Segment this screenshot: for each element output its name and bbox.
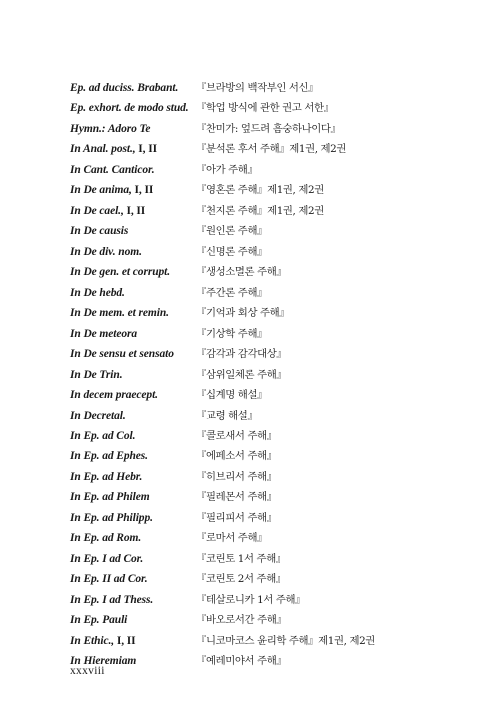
work-title: 『감각과 감각대상』 <box>196 348 287 361</box>
abbreviation <box>70 532 196 544</box>
abbreviation <box>70 225 196 237</box>
abbreviation-text: In Ep. ad Hebr. <box>70 470 143 483</box>
abbreviation <box>70 184 196 196</box>
abbreviation-text: In Ep. ad Rom. <box>70 532 142 545</box>
abbreviation-text: In De anima, <box>70 184 132 197</box>
abbreviation-entry <box>70 366 490 386</box>
work-title: 『히브리서 주해』 <box>196 470 277 483</box>
work-title: 『찬미가: 엎드려 흠숭하나이다』 <box>196 122 341 135</box>
abbreviation <box>70 450 196 462</box>
work-title: 『기상학 주해』 <box>196 327 268 340</box>
work-title: 『학업 방식에 관한 권고 서한』 <box>196 102 334 115</box>
abbreviation <box>70 348 196 360</box>
work-title: 『콜로새서 주해』 <box>196 429 277 442</box>
abbreviation-entry <box>70 304 490 324</box>
abbreviation-entry <box>70 529 490 549</box>
abbreviation-text: In De hebd. <box>70 286 125 299</box>
abbreviation-text: In De mem. et remin. <box>70 307 169 320</box>
abbreviation <box>70 123 196 135</box>
abbreviation-entry <box>70 161 490 181</box>
abbreviation <box>70 410 196 422</box>
abbreviation-volumes: I, II <box>114 634 136 647</box>
work-title: 『테살로니카 1서 주해』 <box>196 593 306 606</box>
abbreviation-text: In Decretal. <box>70 409 126 422</box>
abbreviation-text: In De cael., <box>70 204 124 217</box>
abbreviation-entry <box>70 632 490 652</box>
abbreviation-entry <box>70 120 490 140</box>
abbreviation-entry <box>70 222 490 242</box>
abbreviation-text: Hymn.: Adoro Te <box>70 122 151 135</box>
abbreviation-entry <box>70 509 490 529</box>
abbreviation-entry <box>70 325 490 345</box>
abbreviation <box>70 287 196 299</box>
abbreviation <box>70 512 196 524</box>
abbreviation <box>70 307 196 319</box>
abbreviation <box>70 266 196 278</box>
abbreviation-entry <box>70 386 490 406</box>
abbreviation-text: Ep. exhort. de modo stud. <box>70 102 189 115</box>
work-title: 『코린토 2서 주해』 <box>196 573 286 586</box>
abbreviation-volumes: I, II <box>123 204 146 217</box>
abbreviation-text: In Ethic., <box>70 634 115 647</box>
work-title: 『니코마코스 윤리학 주해』제1권, 제2권 <box>196 634 375 647</box>
work-title: 『원인론 주해』 <box>196 225 268 238</box>
abbreviation <box>70 614 196 626</box>
abbreviation-entry <box>70 591 490 611</box>
abbreviation <box>70 491 196 503</box>
abbreviation <box>70 205 196 217</box>
abbreviation <box>70 389 196 401</box>
work-title: 『신명론 주해』 <box>196 245 268 258</box>
abbreviation <box>70 164 196 176</box>
abbreviation-entry <box>70 181 490 201</box>
abbreviation <box>70 471 196 483</box>
abbreviation-text: In Ep. I ad Thess. <box>70 593 154 606</box>
abbreviation-entry <box>70 570 490 590</box>
abbreviation-text: In Cant. Canticor. <box>70 163 155 176</box>
abbreviation-text: In Ep. I ad Cor. <box>70 552 144 565</box>
abbreviation-entry <box>70 550 490 570</box>
abbreviation-text: In Anal. post., <box>70 143 136 156</box>
abbreviation-text: In De div. nom. <box>70 245 142 258</box>
abbreviation <box>70 430 196 442</box>
work-title: 『브라방의 백작부인 서신』 <box>196 82 319 94</box>
abbreviation-volumes: I, II <box>131 184 154 197</box>
work-title: 『예레미야서 주해』 <box>196 655 287 668</box>
abbreviation-entry <box>70 202 490 222</box>
abbreviation-entry <box>70 263 490 283</box>
abbreviation-text: In Hieremiam <box>70 655 137 668</box>
work-title: 『천지론 주해』제1권, 제2권 <box>196 204 324 217</box>
abbreviation-entry <box>70 345 490 365</box>
page-number: xxxviii <box>70 665 105 677</box>
abbreviation-text: In Ep. II ad Cor. <box>70 573 148 586</box>
abbreviation <box>70 102 196 114</box>
abbreviation-entry <box>70 243 490 263</box>
abbreviation <box>70 82 196 94</box>
abbreviation-text: In Ep. ad Col. <box>70 429 136 442</box>
abbreviation-entry <box>70 611 490 631</box>
abbreviation-entry <box>70 468 490 488</box>
abbreviation-entry <box>70 99 490 119</box>
abbreviation <box>70 635 196 647</box>
work-title: 『에페소서 주해』 <box>196 450 277 463</box>
work-title: 『생성소멸론 주해』 <box>196 266 287 279</box>
work-title: 『십계명 해설』 <box>196 389 268 402</box>
abbreviation-entry <box>70 652 490 672</box>
abbreviation-text: In Ep. ad Philipp. <box>70 511 153 524</box>
abbreviation-text: In Ep. Pauli <box>70 614 128 627</box>
abbreviation <box>70 328 196 340</box>
abbreviation <box>70 246 196 258</box>
abbreviation-entry <box>70 427 490 447</box>
work-title: 『교령 해설』 <box>196 409 258 422</box>
abbreviation-text: In De Trin. <box>70 368 123 381</box>
abbreviation <box>70 573 196 585</box>
abbreviation-text: In De sensu et sensato <box>70 348 174 361</box>
abbreviation-entry <box>70 407 490 427</box>
abbreviation-text: In De gen. et corrupt. <box>70 266 171 279</box>
abbreviation <box>70 553 196 565</box>
work-title: 『로마서 주해』 <box>196 532 268 545</box>
work-title: 『기억과 회상 주해』 <box>196 307 290 320</box>
abbreviation-text: In Ep. ad Ephes. <box>70 450 148 463</box>
abbreviation-text: In Ep. ad Philem <box>70 491 150 504</box>
work-title: 『분석론 후서 주해』제1권, 제2권 <box>196 143 347 156</box>
abbreviation <box>70 594 196 606</box>
work-title: 『삼위일체론 주해』 <box>196 368 287 381</box>
abbreviation-text: Ep. ad duciss. Brabant. <box>70 82 179 94</box>
abbreviation <box>70 143 196 155</box>
abbreviation <box>70 369 196 381</box>
work-title: 『필레몬서 주해』 <box>196 491 277 504</box>
work-title: 『코린토 1서 주해』 <box>196 552 286 565</box>
abbreviation-list <box>70 79 490 673</box>
work-title: 『필리피서 주해』 <box>196 511 277 524</box>
work-title: 『영혼론 주해』제1권, 제2권 <box>196 184 324 197</box>
abbreviation-text: In decem praecept. <box>70 389 158 402</box>
abbreviation-entry <box>70 488 490 508</box>
abbreviation-entry <box>70 447 490 467</box>
abbreviation-text: In De meteora <box>70 327 138 340</box>
work-title: 『아가 주해』 <box>196 163 258 176</box>
abbreviation-entry <box>70 140 490 160</box>
abbreviation-entry <box>70 284 490 304</box>
abbreviation-text: In De causis <box>70 225 129 238</box>
abbreviation-entry <box>70 79 490 99</box>
abbreviation-volumes: I, II <box>135 143 157 156</box>
work-title: 『주간론 주해』 <box>196 286 268 299</box>
work-title: 『바오로서간 주해』 <box>196 614 287 627</box>
